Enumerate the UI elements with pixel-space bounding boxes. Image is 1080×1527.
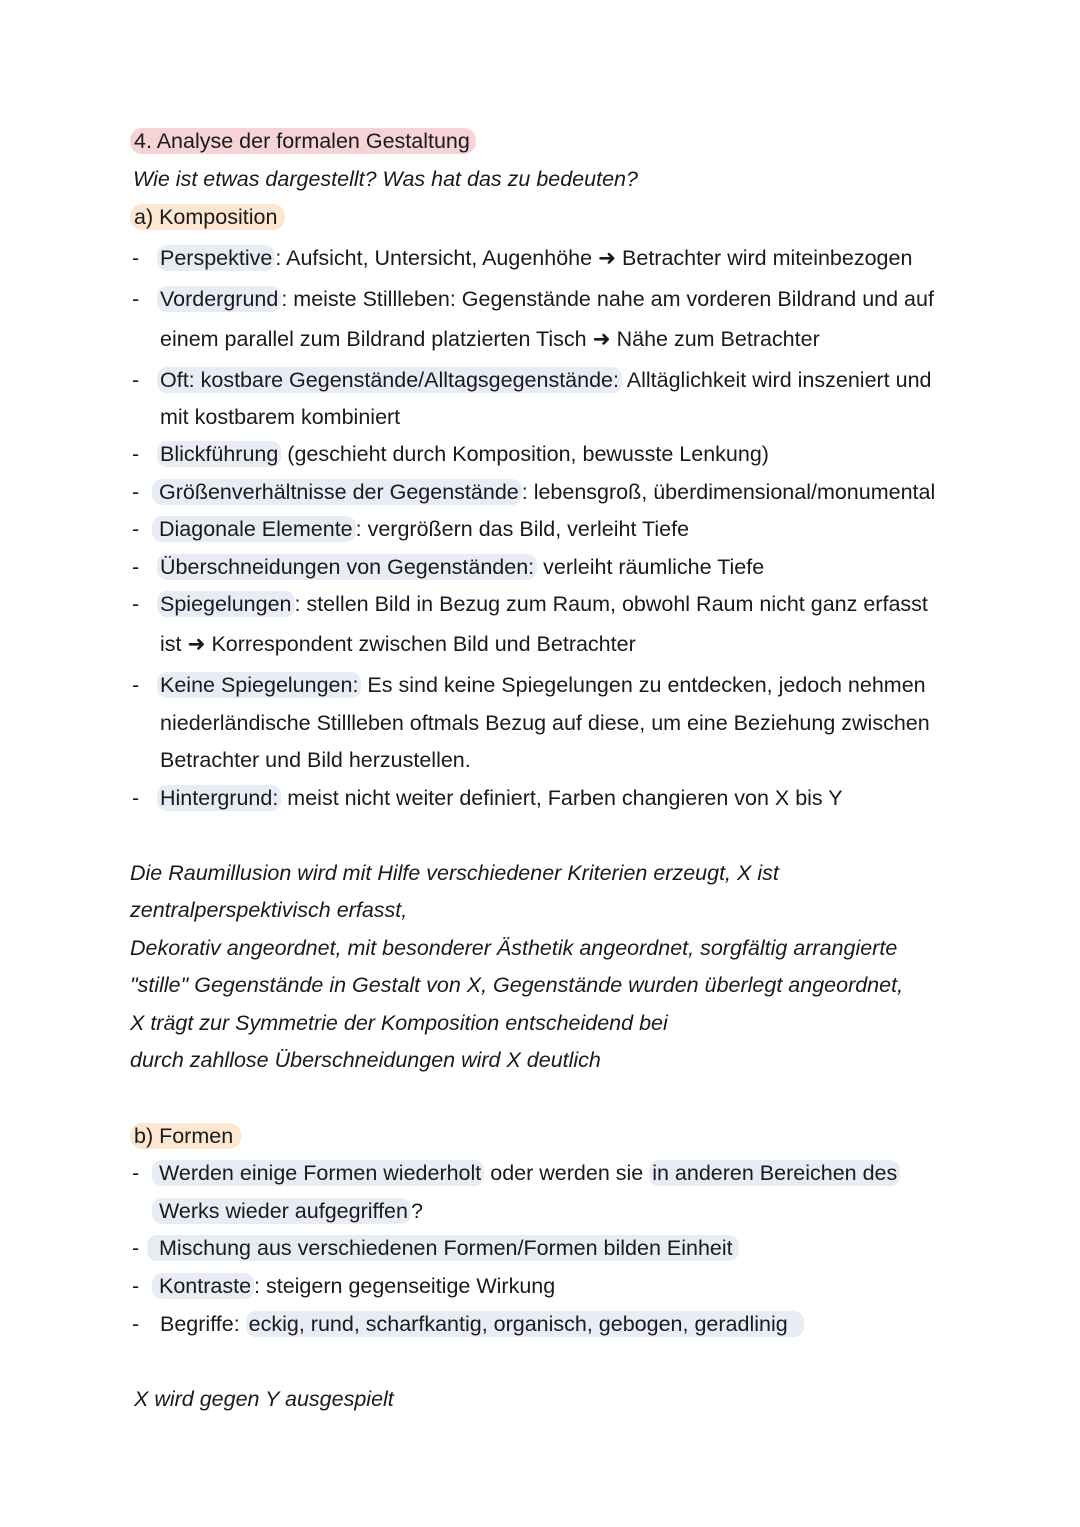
bullet-dash: - xyxy=(132,1312,140,1336)
bullet-dash: - xyxy=(132,1236,140,1260)
list-item-term: in anderen Bereichen des xyxy=(649,1160,900,1186)
section-question: Wie ist etwas dargestellt? Was hat das zu bedeuten? xyxy=(133,167,638,191)
list-item xyxy=(157,366,932,394)
list-item-term: Blickführung xyxy=(157,441,281,467)
list-item-continuation: ist ➜ Korrespondent zwischen Bild und Betrachter xyxy=(160,632,636,656)
paragraph-line: durch zahllose Überschneidungen wird X deutlich xyxy=(130,1048,601,1072)
list-item-term: Perspektive xyxy=(157,245,275,271)
paragraph-line: zentralperspektivisch erfasst, xyxy=(130,898,408,922)
list-item xyxy=(157,590,928,618)
list-item-term: Vordergrund xyxy=(157,286,281,312)
list-item-text: Begriffe: xyxy=(160,1312,246,1336)
list-item-continuation xyxy=(152,1197,423,1225)
paragraph-line: Dekorativ angeordnet, mit besonderer Ästhetik angeordnet, sorgfältig arrangierte xyxy=(130,936,898,960)
list-item-continuation: einem parallel zum Bildrand platzierten Tisch ➜ Nähe zum Betrachter xyxy=(160,327,820,351)
bullet-dash: - xyxy=(132,592,140,616)
list-item-term: Oft: kostbare Gegenstände/Alltagsgegenstände: xyxy=(157,367,622,393)
list-item-term: Spiegelungen xyxy=(157,591,295,617)
list-item xyxy=(160,1310,804,1338)
list-item xyxy=(157,784,843,812)
list-item-text: meist nicht weiter definiert, Farben changieren von X bis Y xyxy=(281,786,843,810)
bullet-dash: - xyxy=(132,368,140,392)
list-item-term: eckig, rund, scharfkantig, organisch, gebogen, geradlinig xyxy=(246,1311,804,1337)
paragraph-line: X trägt zur Symmetrie der Komposition entscheidend bei xyxy=(130,1011,668,1035)
list-item-continuation: niederländische Stillleben oftmals Bezug auf diese, um eine Beziehung zwischen xyxy=(160,711,930,735)
list-item xyxy=(157,553,764,581)
bullet-dash: - xyxy=(132,673,140,697)
list-item-term: Hintergrund: xyxy=(157,785,281,811)
list-item-term: Mischung aus verschiedenen Formen/Formen bilden Einheit xyxy=(147,1235,739,1261)
list-item xyxy=(157,671,926,699)
list-item-term: Werden einige Formen wiederholt xyxy=(152,1160,484,1186)
list-item-text: : Aufsicht, Untersicht, Augenhöhe ➜ Betrachter wird miteinbezogen xyxy=(275,246,913,270)
list-item xyxy=(157,440,769,468)
subsection-heading-formen xyxy=(130,1122,241,1150)
komposition-heading-text: a) Komposition xyxy=(130,204,285,230)
bullet-dash: - xyxy=(132,442,140,466)
list-item xyxy=(152,515,689,543)
list-item xyxy=(152,1159,900,1187)
bullet-dash: - xyxy=(132,480,140,504)
list-item-term: Kontraste xyxy=(152,1273,254,1299)
list-item xyxy=(152,1272,555,1300)
subsection-heading-komposition xyxy=(130,203,285,231)
bullet-dash: - xyxy=(132,1161,140,1185)
list-item-text: verleiht räumliche Tiefe xyxy=(537,555,765,579)
list-item-term: Werks wieder aufgegriffen xyxy=(152,1198,411,1224)
list-item-term: Keine Spiegelungen: xyxy=(157,672,361,698)
list-item-continuation: Betrachter und Bild herzustellen. xyxy=(160,748,471,772)
bullet-dash: - xyxy=(132,786,140,810)
list-item-term: Überschneidungen von Gegenständen: xyxy=(157,554,537,580)
bullet-dash: - xyxy=(132,555,140,579)
bullet-dash: - xyxy=(132,517,140,541)
list-item-term: Größenverhältnisse der Gegenstände xyxy=(152,479,522,505)
formen-heading-text: b) Formen xyxy=(130,1123,241,1149)
section-heading xyxy=(130,127,476,155)
list-item-text: oder werden sie xyxy=(484,1161,650,1185)
list-item-text: : lebensgroß, überdimensional/monumental xyxy=(521,480,936,504)
list-item xyxy=(147,1234,739,1262)
list-item-text: Alltäglichkeit wird inszeniert und xyxy=(621,368,932,392)
list-item-text: (geschieht durch Komposition, bewusste Lenkung) xyxy=(281,442,769,466)
list-item-text: Es sind keine Spiegelungen zu entdecken, jedoch nehmen xyxy=(361,673,926,697)
list-item-text: : steigern gegenseitige Wirkung xyxy=(254,1274,556,1298)
closing-statement: X wird gegen Y ausgespielt xyxy=(134,1387,394,1411)
list-item-text: : stellen Bild in Bezug zum Raum, obwohl Raum nicht ganz erfasst xyxy=(294,592,928,616)
list-item xyxy=(152,478,935,506)
bullet-dash: - xyxy=(132,246,140,270)
list-item-text: ? xyxy=(410,1199,423,1223)
list-item xyxy=(157,285,934,313)
list-item-continuation: mit kostbarem kombiniert xyxy=(160,405,401,429)
bullet-dash: - xyxy=(132,287,140,311)
list-item-text: : meiste Stillleben: Gegenstände nahe am vorderen Bildrand und auf xyxy=(281,287,934,311)
list-item-term: Diagonale Elemente xyxy=(152,516,356,542)
section-heading-text: 4. Analyse der formalen Gestaltung xyxy=(130,128,476,154)
paragraph-line: Die Raumillusion wird mit Hilfe verschiedener Kriterien erzeugt, X ist xyxy=(130,861,779,885)
list-item-text: : vergrößern das Bild, verleiht Tiefe xyxy=(355,517,690,541)
list-item xyxy=(157,244,912,272)
bullet-dash: - xyxy=(132,1274,140,1298)
paragraph-line: "stille" Gegenstände in Gestalt von X, Gegenstände wurden überlegt angeordnet, xyxy=(130,973,904,997)
